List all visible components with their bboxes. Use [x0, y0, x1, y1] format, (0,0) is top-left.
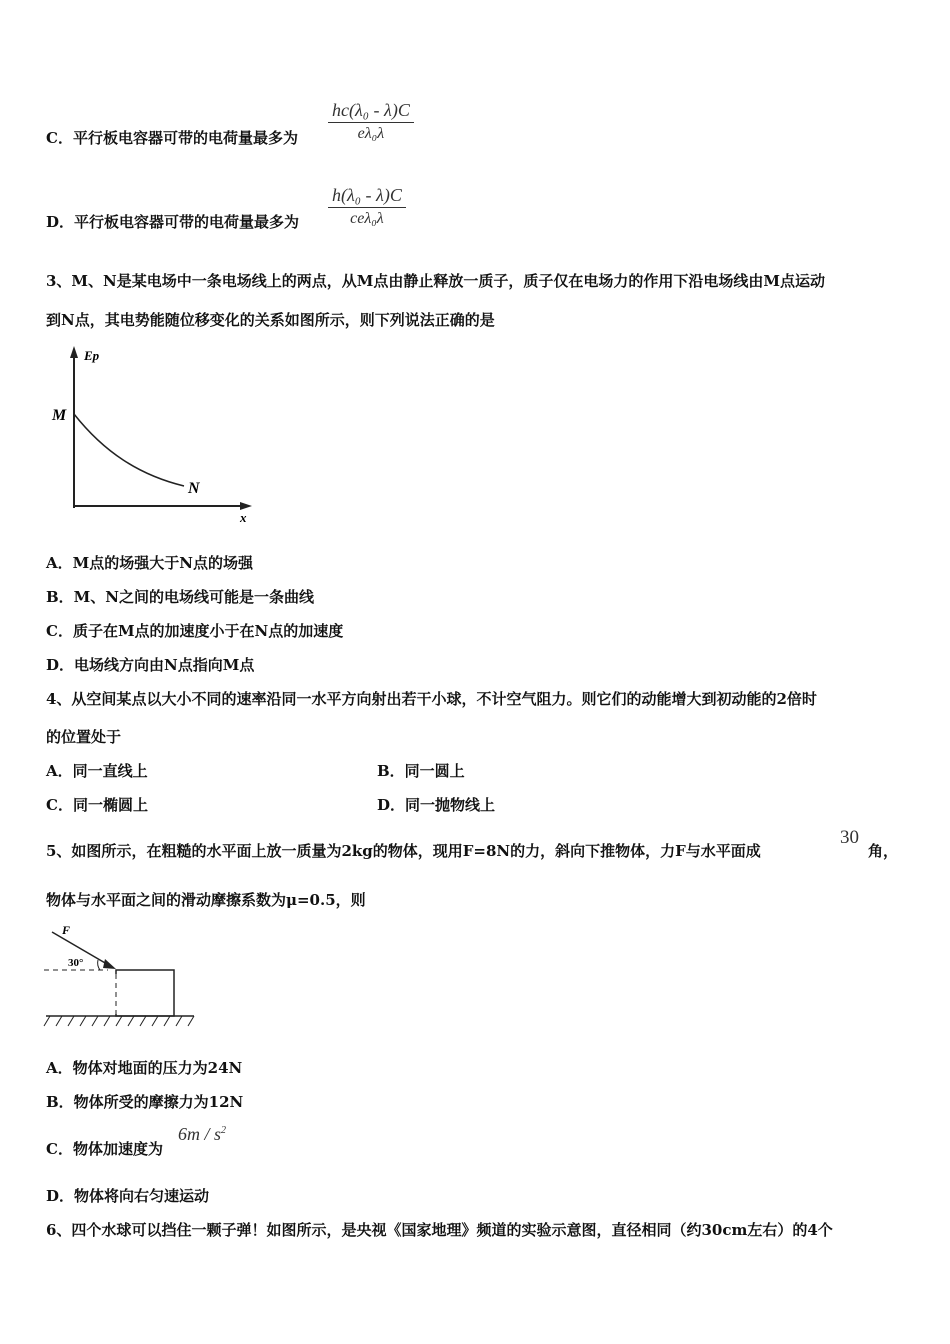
q5-angle-arc [98, 960, 100, 970]
q3-stem-line1: 3、M、N是某电场中一条电场线上的两点，从M点由静止释放一质子，质子仅在电场力的作用下沿电场线由M点运动 [46, 272, 825, 290]
q4-stem-line2: 的位置处于 [46, 728, 122, 746]
q2-option-c-formula [328, 100, 414, 143]
q5-force-label: F [62, 923, 71, 937]
q3-x-axis-arrow [240, 502, 252, 510]
q3-stem-line2: 到N点，其电势能随位移变化的关系如图所示，则下列说法正确的是 [46, 311, 495, 329]
q4-option-c: C．同一椭圆上 [46, 796, 148, 814]
q2-option-d-text: D．平行板电容器可带的电荷量最多为 [46, 213, 300, 231]
q3-point-m: M [52, 407, 67, 424]
q4-option-a: A．同一直线上 [46, 762, 148, 780]
q5-block [116, 970, 174, 1016]
q3-option-a: A．M点的场强大于N点的场强 [46, 554, 253, 572]
q5-stem-line1-end: 角， [868, 842, 899, 860]
q5-option-c-value [178, 1124, 226, 1145]
q5-option-c-unit: 6m / s [178, 1124, 222, 1144]
q5-stem-line1: 5、如图所示，在粗糙的水平面上放一质量为2kg的物体，现用F=8N的力，斜向下推物体，力F与水平面成 [46, 842, 761, 860]
q5-angle-label: 30° [68, 957, 84, 969]
q5-option-c-exponent: 2 [221, 1125, 227, 1136]
q4-stem-line1: 4、从空间某点以大小不同的速率沿同一水平方向射出若干小球，不计空气阻力。则它们的动能增大到初动能的2倍时 [46, 690, 817, 708]
q3-y-axis-arrow [70, 346, 78, 358]
q2-option-d-denominator: ceλ₀λ [350, 210, 384, 227]
q3-option-c: C．质子在M点的加速度小于在N点的加速度 [46, 622, 344, 640]
q2-option-d-formula [328, 185, 406, 228]
q3-option-d: D．电场线方向由N点指向M点 [46, 656, 255, 674]
q3-point-n: N [188, 480, 200, 497]
q4-option-d: D．同一抛物线上 [377, 796, 496, 814]
q4-option-b: B．同一圆上 [377, 762, 465, 780]
q5-option-c: C．物体加速度为 [46, 1140, 163, 1158]
q5-option-b: B．物体所受的摩擦力为12N [46, 1093, 244, 1111]
q5-angle-value: 30 [840, 827, 859, 848]
q5-force-arrow [103, 959, 116, 969]
q2-option-c-numerator: hc(λ₀ - λ)C [328, 100, 414, 123]
q3-ep-curve [74, 414, 184, 486]
q5-ground-hatching [44, 1016, 194, 1026]
q5-option-d: D．物体将向右匀速运动 [46, 1187, 210, 1205]
q3-x-label: x [240, 510, 247, 525]
q2-option-d-numerator: h(λ₀ - λ)C [328, 185, 406, 208]
q3-potential-energy-graph [44, 340, 264, 530]
q5-force-diagram [42, 922, 202, 1032]
q6-stem-line1: 6、四个水球可以挡住一颗子弹！如图所示，是央视《国家地理》频道的实验示意图，直径相同（约30cm左右）的4个 [46, 1221, 833, 1239]
q5-option-a: A．物体对地面的压力为24N [46, 1059, 243, 1077]
q2-option-c-text: C．平行板电容器可带的电荷量最多为 [46, 129, 298, 147]
q5-stem-line2: 物体与水平面之间的滑动摩擦系数为μ=0.5，则 [46, 891, 366, 909]
q3-y-label: Ep [84, 348, 100, 363]
q2-option-c-denominator: eλ₀λ [357, 125, 385, 142]
q3-option-b: B．M、N之间的电场线可能是一条曲线 [46, 588, 314, 606]
